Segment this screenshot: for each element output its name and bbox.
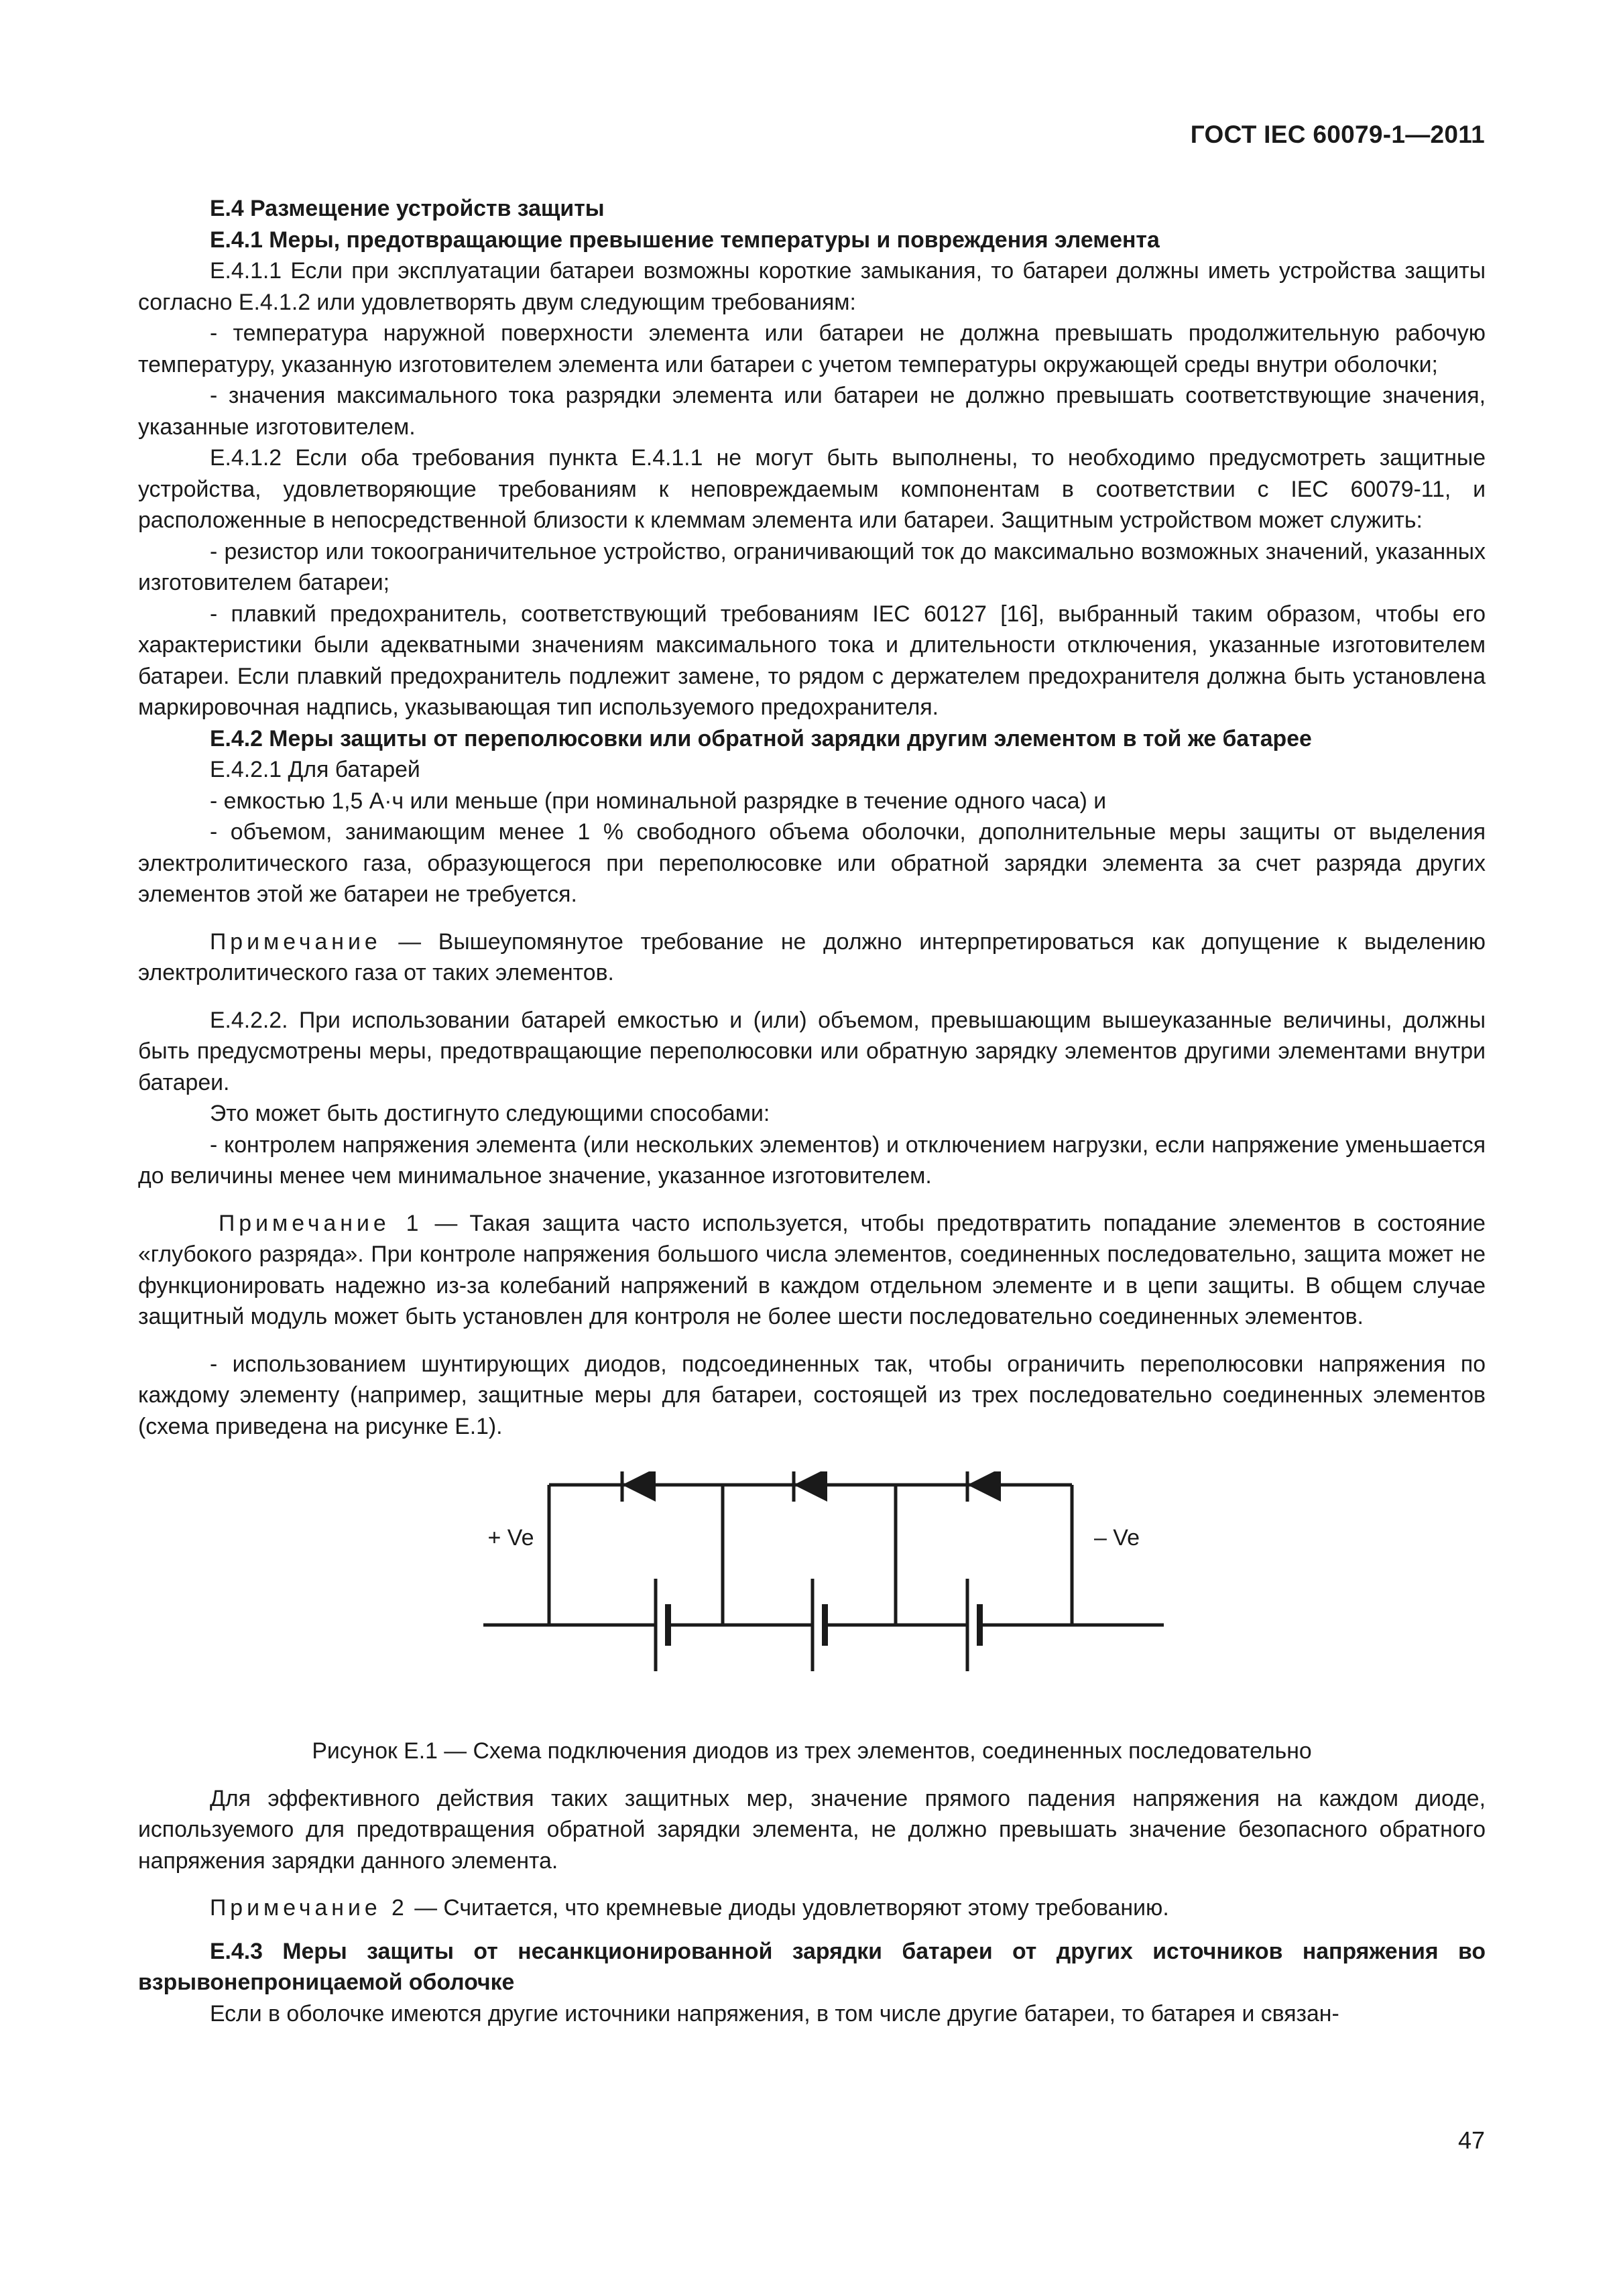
subsection-heading-e43: E.4.3 Меры защиты от несанкционированной зарядки батареи от других источников напряжения во взрывонепроницаемой оболочке: [138, 1938, 1486, 1995]
paragraph: Е.4.2.2. При использовании батарей емкостью и (или) объемом, превышающим вышеуказанные величины, должны быть предусмотрены меры, предотвращающие переполюсовки или обратную зарядку элементов другими элементами внутри батареи.: [138, 1007, 1486, 1095]
section-heading-e4: E.4 Размещение устройств защиты: [210, 196, 605, 221]
paragraph: Е.4.1.2 Если оба требования пункта Е.4.1.1 не могут быть выполнены, то необходимо предусмотреть защитные устройства, удовлетворяющие требованиям к неповреждаемым компонентам в соответствии с IEC 60079-11, и расположенные в непосредственной близости к клеммам элемента или батареи. Защитным устройством может служить:: [138, 445, 1486, 533]
list-item: - значения максимального тока разрядки элемента или батареи не должно превышать соответствующие значения, указанные изготовителем.: [138, 383, 1486, 440]
note-text: — Такая защита часто используется, чтобы предотвратить попадание элементов в состояние «глубокого разряда». При контроле напряжения большого числа элементов, соединенных последовательно, защита может не функционировать надежно из-за колебаний напряжений в каждом отдельном элементе и в цепи защиты. В общем случае защитный модуль может быть установлен для контроля не более шести последовательно соединенных элементов.: [138, 1210, 1486, 1329]
page-content: [138, 193, 1486, 2029]
document-header: ГОСТ IEC 60079-1—2011: [1190, 121, 1485, 148]
list-item: - использованием шунтирующих диодов, подсоединенных так, чтобы ограничить переполюсовки напряжения по каждому элементу (например, защитные меры для батареи, состоящей из трех последовательно соединенных элементов (схема приведена на рисунке Е.1).: [138, 1351, 1486, 1439]
list-item: - резистор или токоограничительное устройство, ограничивающий ток до максимально возможных значений, указанных изготовителем батареи;: [138, 538, 1486, 595]
note: [138, 1208, 1486, 1333]
note-label: Примечание: [210, 928, 381, 955]
paragraph: Для эффективного действия таких защитных мер, значение прямого падения напряжения на каждом диоде, используемого для предотвращения обратной зарядки элемента, не должно превышать значение безопасного обратного напряжения зарядки данного элемента.: [138, 1785, 1486, 1874]
paragraph: Это может быть достигнуто следующими способами:: [210, 1101, 770, 1126]
paragraph: Е.4.2.1 Для батарей: [210, 757, 420, 782]
list-item: - контролем напряжения элемента (или нескольких элементов) и отключением нагрузки, если напряжение уменьшается до величины менее чем минимальное значение, указанное изготовителем.: [138, 1132, 1486, 1189]
note: [138, 1892, 1486, 1924]
list-item: - температура наружной поверхности элемента или батареи не должна превышать продолжительную рабочую температуру, указанную изготовителем элемента или батареи с учетом температуры окружающей среды внутри оболочки;: [138, 320, 1486, 377]
label-minus-ve: – Ve: [1093, 1525, 1140, 1551]
list-item: - емкостью 1,5 А·ч или меньше (при номинальной разрядке в течение одного часа) и: [210, 788, 1107, 814]
label-plus-ve: + Ve: [487, 1525, 534, 1551]
subsection-heading-e41: E.4.1 Меры, предотвращающие превышение температуры и повреждения элемента: [210, 227, 1160, 253]
note-label: Примечание 1: [219, 1210, 423, 1236]
note-text: — Считается, что кремневые диоды удовлетворяют этому требованию.: [408, 1895, 1169, 1921]
list-item: - плавкий предохранитель, соответствующий требованиям IEC 60127 [16], выбранный таким образом, чтобы его характеристики были адекватными значениям максимального тока и длительности отключения, указанные изготовителем батареи. Если плавкий предохранитель подлежит замене, то рядом с держателем предохранителя должна быть установлена маркировочная надпись, указывающая тип используемого предохранителя.: [138, 601, 1486, 720]
diode-circuit-diagram: [138, 1471, 1486, 1713]
figure-caption: Рисунок Е.1 — Схема подключения диодов из трех элементов, соединенных последовательно: [312, 1738, 1312, 1764]
note: [138, 926, 1486, 989]
paragraph: Е.4.1.1 Если при эксплуатации батареи возможны короткие замыкания, то батареи должны иметь устройства защиты согласно Е.4.1.2 или удовлетворять двум следующим требованиям:: [138, 258, 1486, 315]
page-number: 47: [1457, 2126, 1485, 2154]
list-item: - объемом, занимающим менее 1 % свободного объема оболочки, дополнительные меры защиты от выделения электролитического газа, образующегося при переполюсовке или обратной зарядки элемента за счет разряда других элементов этой же батареи не требуется.: [138, 819, 1486, 907]
subsection-heading-e42: E.4.2 Меры защиты от переполюсовки или обратной зарядки другим элементом в той же батарее: [210, 725, 1312, 751]
note-label: Примечание 2: [210, 1895, 408, 1921]
figure-e1: [138, 1471, 1486, 1713]
paragraph: Если в оболочке имеются другие источники напряжения, в том числе другие батареи, то батарея и связан-: [210, 2000, 1339, 2027]
note-text: — Вышеупомянутое требование не должно интерпретироваться как допущение к выделению электролитического газа от таких элементов.: [138, 928, 1486, 985]
